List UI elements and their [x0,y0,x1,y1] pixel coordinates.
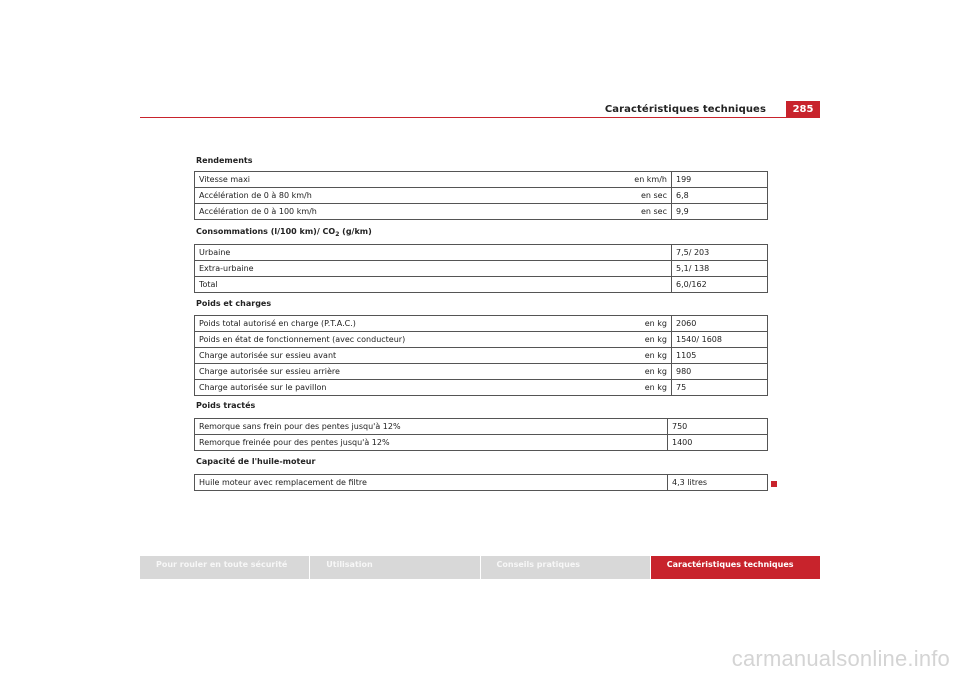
consommations-title-unit: (g/km) [339,227,372,236]
row-value: 1105 [672,348,768,364]
row-value: 980 [672,364,768,380]
table-row [195,332,768,348]
row-label: Charge autorisée sur essieu arrière [195,364,504,380]
row-value: 1540/ 1608 [672,332,768,348]
page-header-title: Caractéristiques techniques [604,104,766,115]
row-label: Poids total autorisé en charge (P.T.A.C.) [195,316,504,332]
row-label: Remorque sans frein pour des pentes jusqu'à 12% [195,419,668,435]
footer-tab-utilisation[interactable]: Utilisation [310,556,479,579]
section-title-consommations [196,227,372,238]
table-row [195,348,768,364]
row-value: 1400 [672,438,693,447]
row-label: Poids en état de fonctionnement (avec conducteur) [195,332,504,348]
row-label: Remorque freinée pour des pentes jusqu'à 12% [195,435,668,451]
table-huile [194,474,768,491]
page-number-badge: 285 [786,101,820,118]
table-row [195,277,768,293]
table-row [195,475,768,491]
row-value: 6,8 [672,188,768,204]
table-row [195,316,768,332]
row-unit: en kg [503,364,672,380]
table-row [195,172,768,188]
row-unit [503,277,672,293]
row-value: 9,9 [676,207,689,216]
table-row [195,204,768,220]
row-label: Charge autorisée sur essieu avant [195,348,504,364]
row-value: 6,0/162 [676,280,707,289]
section-title-poids: Poids et charges [196,299,272,308]
header-divider [140,117,820,118]
table-row [195,435,768,451]
end-of-section-marker [771,481,777,487]
row-unit [503,261,672,277]
table-row [195,380,768,396]
row-value: 2060 [672,316,768,332]
row-unit: en kg [503,348,672,364]
table-row [195,245,768,261]
table-poids [194,315,768,396]
row-unit: en sec [503,204,672,220]
table-row [195,261,768,277]
table-tractes [194,418,768,451]
row-label: Urbaine [195,245,504,261]
row-label: Charge autorisée sur le pavillon [199,383,327,392]
footer-tab-securite[interactable]: Pour rouler en toute sécurité [140,556,309,579]
consommations-title-subscript: 2 [335,231,340,238]
row-unit: en kg [503,380,672,396]
section-title-tractes: Poids tractés [196,401,256,410]
footer-chapter-nav [140,556,820,579]
footer-tab-conseils[interactable]: Conseils pratiques [481,556,650,579]
table-rendements [194,171,768,220]
row-value: 75 [676,383,687,392]
row-label: Accélération de 0 à 100 km/h [199,207,317,216]
row-label: Accélération de 0 à 80 km/h [195,188,504,204]
row-unit: en km/h [503,172,672,188]
consommations-title-main: Consommations (l/100 km)/ CO [196,227,336,236]
row-label: Vitesse maxi [195,172,504,188]
row-value: 199 [672,172,768,188]
table-consommations [194,244,768,293]
table-row [195,188,768,204]
row-value: 750 [668,419,768,435]
footer-tab-caracteristiques[interactable]: Caractéristiques techniques [651,556,820,579]
row-unit: en kg [503,316,672,332]
section-title-huile: Capacité de l'huile-moteur [196,457,316,466]
row-value: 5,1/ 138 [672,261,768,277]
row-unit: en kg [503,332,672,348]
watermark: carmanualsonline.info [731,646,950,671]
section-title-rendements: Rendements [196,156,253,165]
table-row [195,419,768,435]
row-unit [503,245,672,261]
row-value: 7,5/ 203 [672,245,768,261]
row-label: Total [199,280,218,289]
row-value: 4,3 litres [672,478,708,487]
table-row [195,364,768,380]
row-label: Huile moteur avec remplacement de filtre [195,475,668,491]
row-unit: en sec [503,188,672,204]
row-label: Extra-urbaine [195,261,504,277]
